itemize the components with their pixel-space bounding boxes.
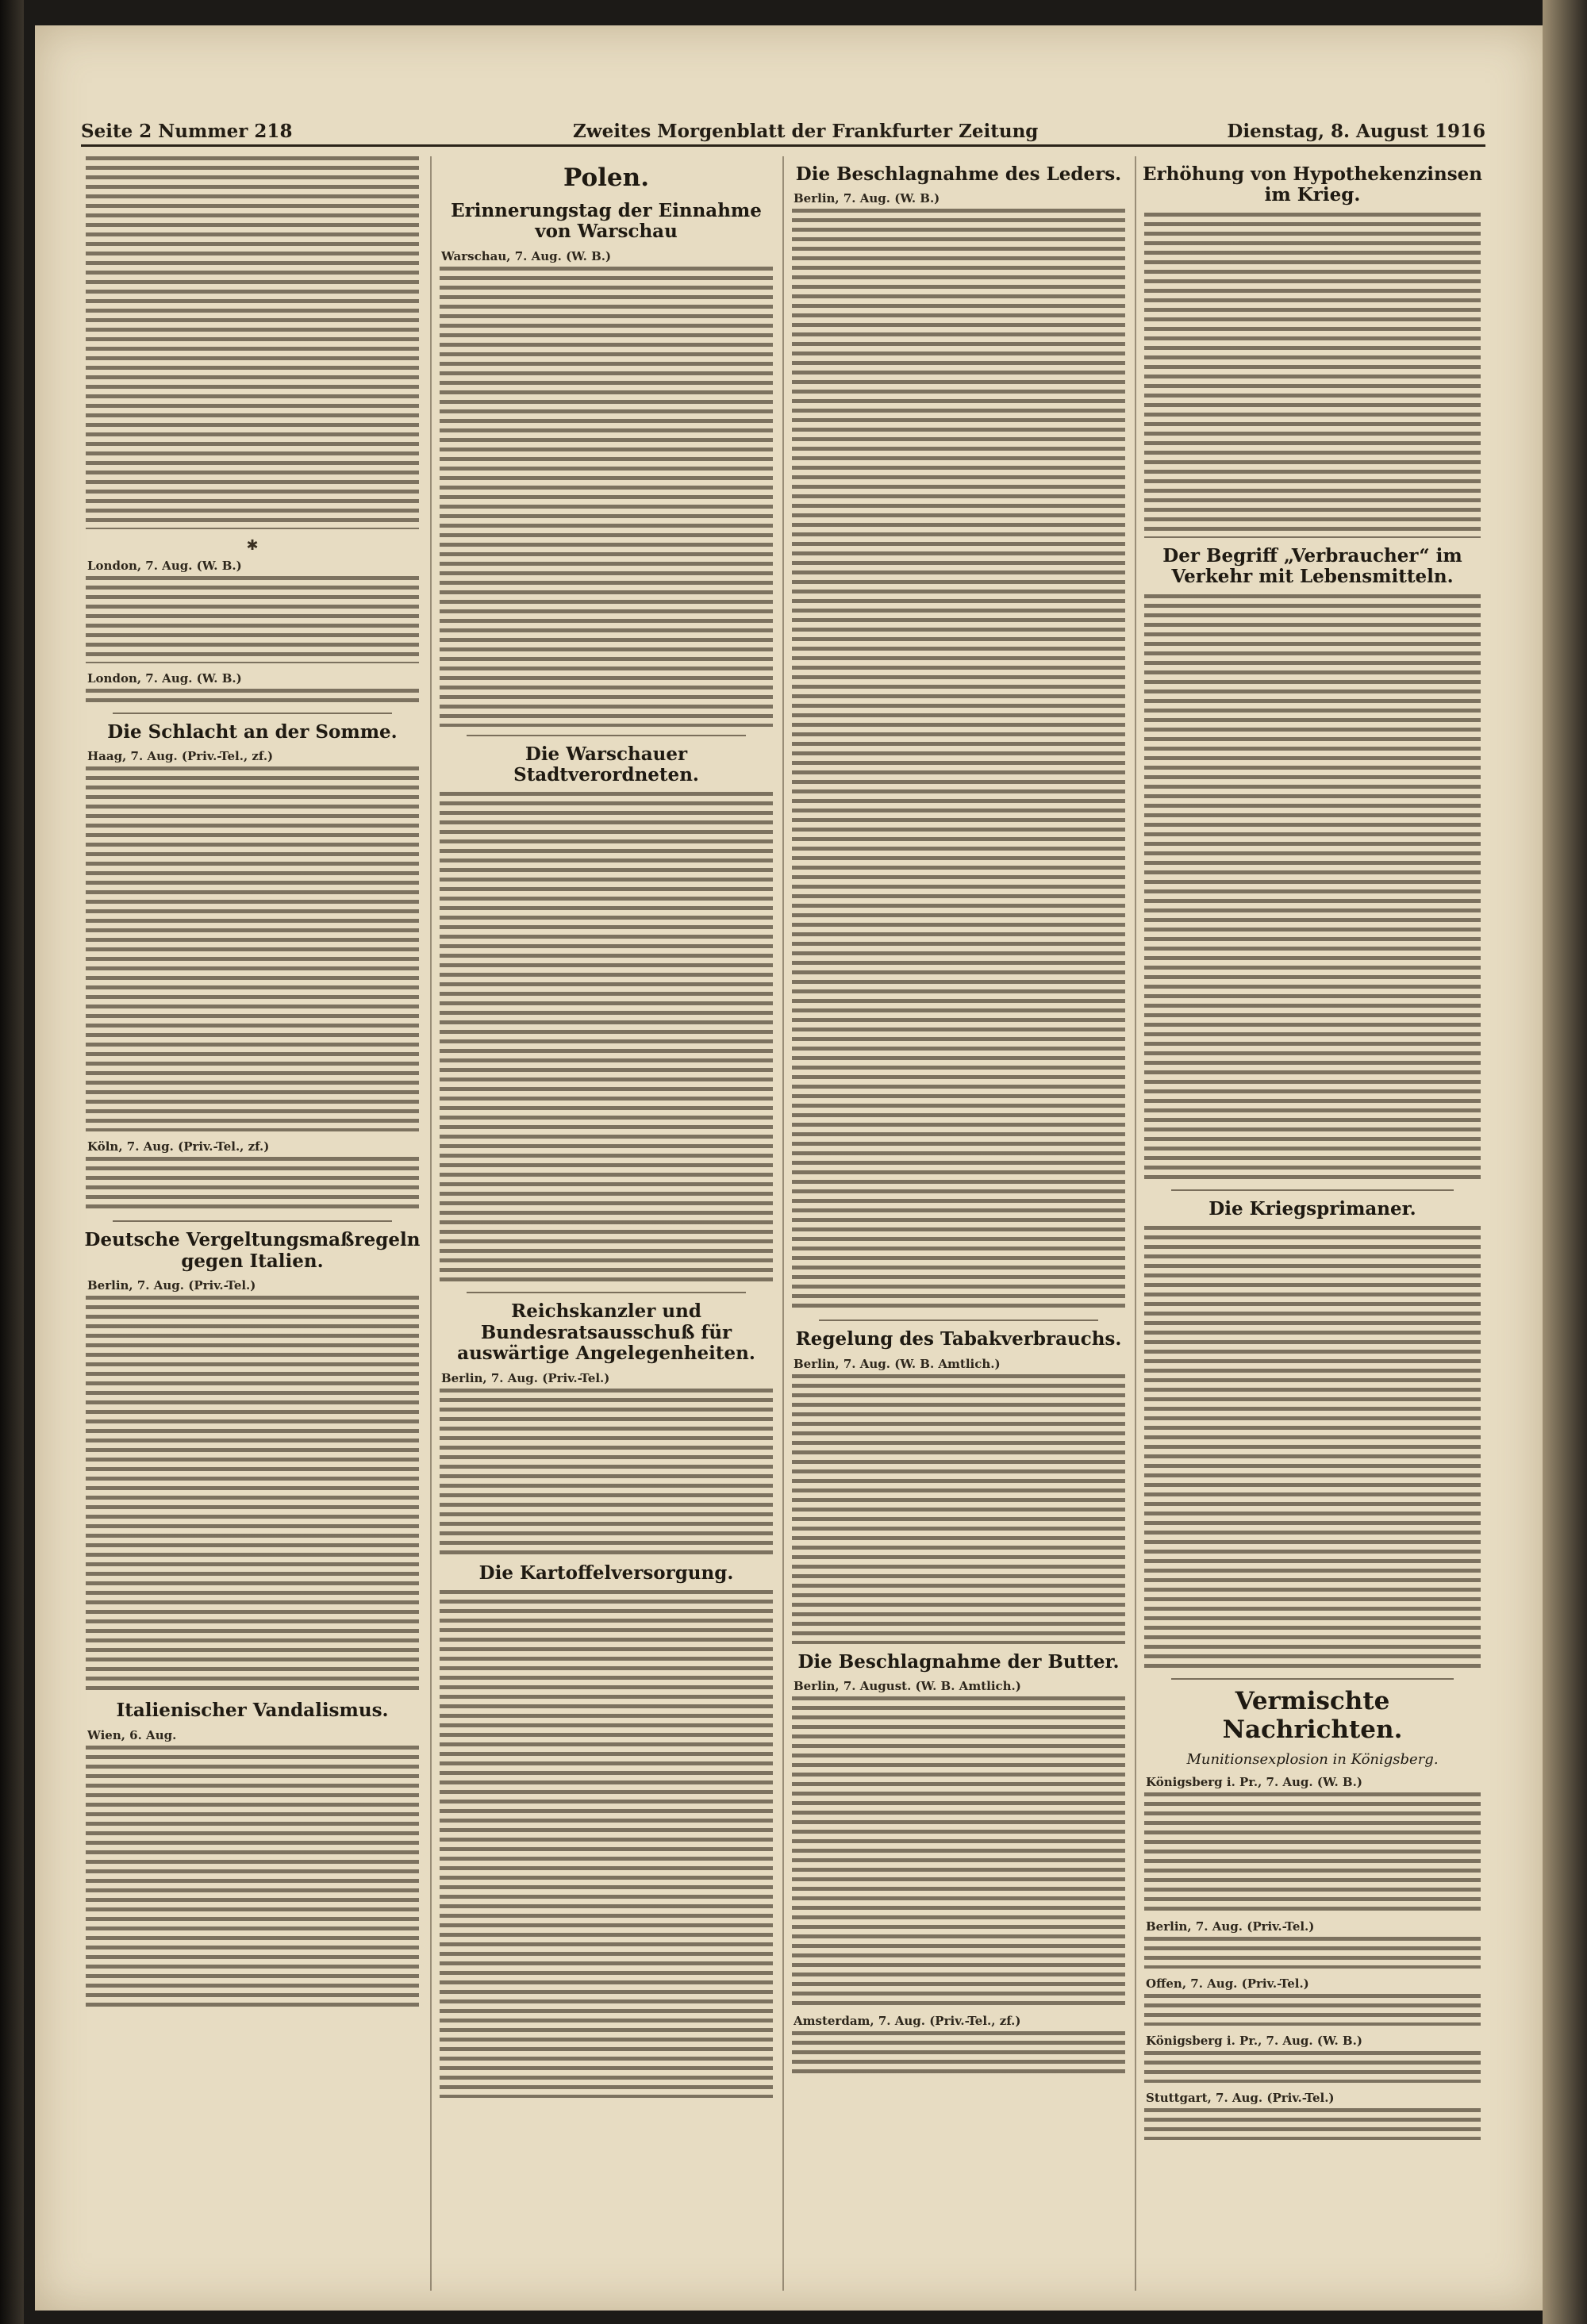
dateline: Warschau, 7. Aug. (W. B.) (441, 248, 612, 263)
article-body (1144, 1226, 1481, 1670)
separator (819, 1319, 1098, 1321)
article-body (792, 209, 1125, 1312)
headline-vandalismus: Italienischer Vandalismus. (116, 1700, 389, 1722)
next-page-edge (1543, 0, 1587, 2324)
article-body (86, 576, 419, 663)
article-body (1144, 1792, 1481, 1911)
column-3 (787, 156, 1130, 2299)
page-number: Seite 2 Nummer 218 (81, 121, 293, 142)
dateline: Königsberg i. Pr., 7. Aug. (W. B.) (1146, 1775, 1362, 1790)
article-body (1144, 594, 1481, 1181)
separator (1171, 1678, 1454, 1680)
headline-munition: Munitionsexplosion in Königsberg. (1186, 1751, 1439, 1769)
dateline: Haag, 7. Aug. (Priv.-Tel., zf.) (87, 749, 274, 764)
article-body (792, 1696, 1125, 2006)
issue-date: Dienstag, 8. August 1916 (1227, 121, 1485, 142)
column-rule (1135, 156, 1136, 2291)
article-body (792, 1374, 1125, 1644)
headline-polen: Polen. (563, 163, 649, 192)
article-body (440, 792, 773, 1284)
article-body (86, 156, 419, 529)
dateline: Amsterdam, 7. Aug. (Priv.-Tel., zf.) (794, 2014, 1021, 2029)
article-body (440, 1389, 773, 1555)
article-body (1144, 213, 1481, 538)
column-1 (81, 156, 424, 2299)
separator (113, 713, 392, 714)
separator (467, 735, 746, 736)
dateline: Berlin, 7. Aug. (Priv.-Tel.) (1146, 1919, 1315, 1934)
headline-kriegsprimaner: Die Kriegsprimaner. (1209, 1197, 1416, 1220)
headline-verbraucher: Der Begriff „Verbraucher“ im Verkehr mit Lebensmitteln. (1162, 544, 1462, 588)
headline-warschau: Erinnerungstag der Einnahme von Warschau (451, 199, 762, 243)
separator (1171, 1189, 1454, 1191)
article-body (86, 1157, 419, 1212)
headline-leder: Die Beschlagnahme des Leders. (795, 163, 1122, 185)
dateline: Berlin, 7. August. (W. B. Amtlich.) (794, 1679, 1021, 1694)
headline-tabak: Regelung des Tabakverbrauchs. (795, 1328, 1122, 1350)
page-header (81, 113, 1485, 147)
section-star: ✱ (246, 537, 259, 554)
dateline: Berlin, 7. Aug. (W. B.) (794, 191, 940, 206)
headline-stadtverordnete: Die Warschauer Stadtverordneten. (513, 743, 699, 786)
article-body (1144, 2108, 1481, 2140)
dateline: Berlin, 7. Aug. (Priv.-Tel.) (441, 1370, 610, 1385)
headline-vergeltung: Deutsche Vergeltungsmaßregeln gegen Italien. (84, 1229, 421, 1272)
headline-butter: Die Beschlagnahme der Butter. (797, 1650, 1120, 1673)
dateline: Wien, 6. Aug. (87, 1727, 177, 1742)
article-body (440, 1590, 773, 2098)
headline-vermischte: Vermischte Nachrichten. (1222, 1687, 1403, 1744)
dateline: Königsberg i. Pr., 7. Aug. (W. B.) (1146, 2034, 1362, 2049)
dateline: Berlin, 7. Aug. (Priv.-Tel.) (87, 1278, 256, 1293)
column-rule (430, 156, 432, 2291)
dateline: Stuttgart, 7. Aug. (Priv.-Tel.) (1146, 2091, 1335, 2106)
article-body (86, 689, 419, 705)
headline-reichskanzler: Reichskanzler und Bundesratsausschuß für auswärtige Angelegenheiten. (457, 1300, 755, 1365)
article-body (86, 766, 419, 1131)
newspaper-masthead: Zweites Morgenblatt der Frankfurter Zeitung (573, 121, 1039, 142)
headline-somme: Die Schlacht an der Somme. (107, 721, 398, 743)
separator (113, 1220, 392, 1222)
page-binding-shadow (0, 0, 24, 2324)
column-4 (1139, 156, 1485, 2299)
headline-hypothek: Erhöhung von Hypothekenzinsen im Krieg. (1143, 163, 1483, 206)
article-body (86, 1746, 419, 2007)
column-rule (782, 156, 784, 2291)
dateline: Köln, 7. Aug. (Priv.-Tel., zf.) (87, 1139, 270, 1154)
article-body (1144, 1937, 1481, 1969)
article-body (440, 267, 773, 727)
headline-kartoffel: Die Kartoffelversorgung. (478, 1561, 734, 1584)
dateline: London, 7. Aug. (W. B.) (87, 671, 242, 686)
dateline: Berlin, 7. Aug. (W. B. Amtlich.) (794, 1356, 1001, 1371)
article-body (1144, 2051, 1481, 2083)
article-body (792, 2031, 1125, 2079)
dateline: London, 7. Aug. (W. B.) (87, 559, 242, 573)
newspaper-page (35, 25, 1543, 2311)
article-body (1144, 1994, 1481, 2026)
separator (467, 1292, 746, 1293)
article-body (86, 1296, 419, 1692)
dateline: Offen, 7. Aug. (Priv.-Tel.) (1146, 1976, 1309, 1992)
column-2 (435, 156, 778, 2299)
